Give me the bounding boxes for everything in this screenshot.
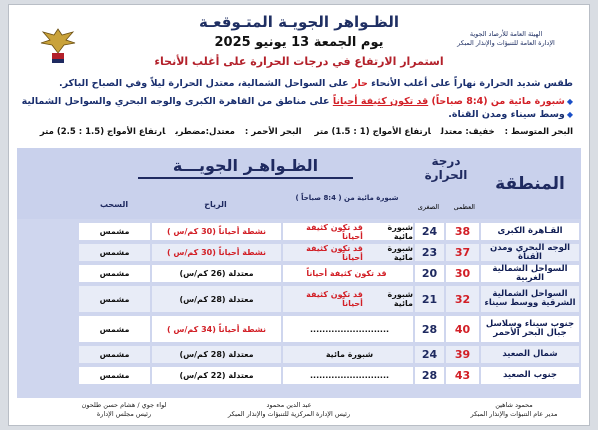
clouds-cell: مشمس xyxy=(79,265,150,282)
blank-cell xyxy=(19,346,77,363)
min-temp-cell: 24 xyxy=(415,346,444,363)
fog-cell: .......................... xyxy=(283,316,413,342)
max-temp-cell: 37 xyxy=(446,244,479,261)
region-cell: السواحل الشمالية الشرقية ووسط سيناء xyxy=(481,286,579,312)
clouds-cell: مشمس xyxy=(79,286,150,312)
header-min: الصغرى xyxy=(417,203,439,211)
bullet-icon: ◆ xyxy=(566,97,573,106)
header-region: المنطقة xyxy=(495,173,565,194)
table-row xyxy=(17,242,581,263)
signature-right: محمود شاهين مدير عام التنبؤات والإنذار المبكر xyxy=(470,401,558,418)
header-max: العظمى xyxy=(453,203,475,211)
min-temp-cell: 28 xyxy=(415,367,444,384)
signature-middle: عبد الدين محمود رئيس الإدارة المركزية للتنبؤات والإنذار المبكر xyxy=(227,401,351,418)
max-temp-cell: 30 xyxy=(446,265,479,282)
header-fog: شبورة مائية من ( 8:4 صباحاً ) xyxy=(295,194,399,202)
min-temp-cell: 20 xyxy=(415,265,444,282)
table-row xyxy=(17,284,581,314)
header-clouds: السحب xyxy=(99,200,129,209)
table-row xyxy=(17,344,581,365)
blank-cell xyxy=(19,265,77,282)
fog-cell: .......................... xyxy=(283,367,413,384)
max-temp-cell: 43 xyxy=(446,367,479,384)
headline: استمرار الارتفاع في درجات الحرارة على أغلب الأنحاء xyxy=(154,55,444,68)
region-cell: الوجه البحري ومدن القناة xyxy=(481,244,579,261)
table-row xyxy=(17,365,581,386)
wind-cell: نشطة أحياناً (30 كم/س ) xyxy=(152,223,281,240)
table-header xyxy=(17,148,581,219)
min-temp-cell: 24 xyxy=(415,223,444,240)
max-temp-cell: 32 xyxy=(446,286,479,312)
clouds-cell: مشمس xyxy=(79,346,150,363)
wind-cell: نشطة أحياناً (30 كم/س ) xyxy=(152,244,281,261)
clouds-cell: مشمس xyxy=(79,367,150,384)
clouds-cell: مشمس xyxy=(79,223,150,240)
fog-cell: شبورة مائية قد تكون كثيفة أحياناً xyxy=(283,286,413,312)
blank-cell xyxy=(19,244,77,261)
fog-cell: شبورة مائية قد تكون كثيفة أحياناً xyxy=(283,223,413,240)
description-line-2: ◆شبورة مائية من (8:4 صباحاً) قد تكون كثيفة أحياناً على مناطق من القاهرة الكبرى والوجه البحري والسواحل الشمالية ◆وسط سيناء ومدن القناة. xyxy=(21,96,573,120)
min-temp-cell: 23 xyxy=(415,244,444,261)
max-temp-cell: 38 xyxy=(446,223,479,240)
wind-cell: نشطة أحياناً (34 كم/س ) xyxy=(152,316,281,342)
wind-cell: معتدلة (28 كم/س) xyxy=(152,346,281,363)
region-cell: جنوب سيناء وسلاسل جبال البحر الأحمر xyxy=(481,316,579,342)
wind-cell: معتدلة (22 كم/س) xyxy=(152,367,281,384)
wind-cell: معتدلة (26 كم/س) xyxy=(152,265,281,282)
region-cell: القـاهرة الكبرى xyxy=(481,223,579,240)
region-cell: شمال الصعيد xyxy=(481,346,579,363)
clouds-cell: مشمس xyxy=(79,244,150,261)
max-temp-cell: 39 xyxy=(446,346,479,363)
forecast-table xyxy=(17,148,581,398)
header-temperature: درجة الحرارة العظمى الصغرى xyxy=(417,154,475,211)
description-line-1: طقس شديد الحرارة نهاراً على أغلب الأنحاء حار على السواحل الشمالية، معتدل الحرارة ليلاً وفي الصباح الباكر. xyxy=(59,78,573,89)
header-phenomena: الظـواهـر الجويـــة xyxy=(78,156,413,175)
header-wind: الرياح xyxy=(204,200,227,209)
fog-cell: شبورة مائية xyxy=(283,346,413,363)
min-temp-cell: 28 xyxy=(415,316,444,342)
blank-cell xyxy=(19,367,77,384)
signature-left: لواء جوي / هشام حسن طلحون رئيس مجلس الإدارة xyxy=(81,401,167,418)
bullet-icon: ◆ xyxy=(566,110,573,119)
max-temp-cell: 40 xyxy=(446,316,479,342)
blank-cell xyxy=(19,286,77,312)
region-cell: السواحل الشمالية الغربية xyxy=(481,265,579,282)
blank-cell xyxy=(19,223,77,240)
wind-cell: معتدلة (28 كم/س) xyxy=(152,286,281,312)
sea-state: البحر المتوسط :خفيف: معتدلارتفاع الأمواج (1 : 1.5) متر البحر الأحمر :معتدل:مضطربارتفاع الأمواج (1.5 : 2.5) متر xyxy=(39,127,573,137)
table-row xyxy=(17,314,581,344)
table-row xyxy=(17,221,581,242)
clouds-cell: مشمس xyxy=(79,316,150,342)
min-temp-cell: 21 xyxy=(415,286,444,312)
table-row xyxy=(17,263,581,284)
region-cell: جنوب الصعيد xyxy=(481,367,579,384)
forecast-date: يوم الجمعة 13 يونيو 2025 xyxy=(214,35,384,50)
fog-cell: قد تكون كثيفة أحياناً xyxy=(283,265,413,282)
page-title: الظـواهر الجويـة المتـوقعـة xyxy=(198,13,400,31)
blank-cell xyxy=(19,316,77,342)
organization-name: الهيئة العامة للأرصاد الجوية الإدارة العامة للتنبؤات والإنذار المبكر xyxy=(457,30,555,47)
fog-cell: شبورة مائية قد تكون كثيفة أحياناً xyxy=(283,244,413,261)
forecast-sheet xyxy=(8,4,590,426)
